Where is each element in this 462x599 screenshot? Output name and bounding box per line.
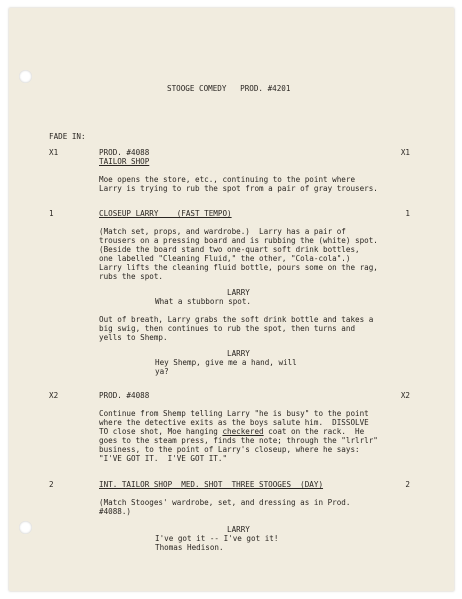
dialogue-line: ya? — [155, 367, 169, 376]
dialogue-line: Thomas Hedison. — [155, 543, 224, 552]
action-line: goes to the steam press, finds the note; through the "lrlrlr" — [99, 436, 378, 445]
character-name: LARRY — [227, 288, 250, 297]
scene-number-right: 2 — [405, 480, 410, 489]
action-line: Continue from Shemp telling Larry "he is busy" to the point — [99, 409, 369, 418]
action-line: where the detective exits as the boys salute him. DISSOLVE — [99, 418, 369, 427]
action-line: (Match set, props, and wardrobe.) Larry has a pair of — [99, 227, 346, 236]
character-name: LARRY — [227, 349, 250, 358]
action-line: big swig, then continues to rub the spot, then turns and — [99, 324, 356, 333]
action-line: rubs the spot. — [99, 272, 164, 281]
scene-heading: CLOSEUP LARRY (FAST TEMPO) — [99, 209, 232, 218]
scene-number-right: X2 — [400, 391, 410, 400]
scene-heading: PROD. #4088 — [99, 148, 150, 157]
dialogue-line: I've got it -- I've got it! — [155, 534, 279, 543]
action-text: coat on the rack. He — [263, 427, 365, 436]
scene-number-left: X1 — [49, 148, 59, 157]
scene-number-right: 1 — [405, 209, 410, 218]
action-line: trousers on a pressing board and is rubbing the (white) spot. — [99, 236, 378, 245]
script-page — [9, 8, 454, 591]
action-line: yells to Shemp. — [99, 333, 168, 342]
scene-number-left: X2 — [49, 391, 59, 400]
action-line: one labelled "Cleaning Fluid," the other, "Cola-cola".) — [99, 254, 351, 263]
action-line: Larry lifts the cleaning fluid bottle, pours some on the rag, — [99, 263, 378, 272]
scene-number-left: 2 — [49, 480, 54, 489]
character-name: LARRY — [227, 525, 250, 534]
action-line — [99, 427, 364, 436]
scene-number-right: X1 — [400, 148, 410, 157]
action-text: TO close shot, Moe hanging — [99, 427, 223, 436]
action-line: "I'VE GOT IT. I'VE GOT IT." — [99, 454, 228, 463]
page-title: STOOGE COMEDY PROD. #4201 — [167, 84, 291, 93]
binder-hole-bottom — [19, 521, 32, 534]
action-line: Out of breath, Larry grabs the soft drink bottle and takes a — [99, 315, 374, 324]
action-line: Moe opens the store, etc., continuing to the point where — [99, 175, 356, 184]
dialogue-line: What a stubborn spot. — [155, 297, 252, 306]
action-line: Larry is trying to rub the spot from a pair of gray trousers. — [99, 184, 378, 193]
action-line: #4088.) — [99, 507, 132, 516]
scene-location: TAILOR SHOP — [99, 157, 150, 166]
action-line: (Beside the board stand two one-quart soft drink bottles, — [99, 245, 360, 254]
fade-in: FADE IN: — [49, 132, 86, 141]
dialogue-line: Hey Shemp, give me a hand, will — [155, 358, 297, 367]
scene-heading: PROD. #4088 — [99, 391, 150, 400]
scene-heading: INT. TAILOR SHOP MED. SHOT THREE STOOGES (DAY) — [99, 480, 324, 489]
action-line: business, to the point of Larry's closeup, where he says: — [99, 445, 360, 454]
underlined-word: checkered — [222, 427, 264, 436]
binder-hole-top — [19, 70, 32, 83]
scene-number-left: 1 — [49, 209, 54, 218]
action-line: (Match Stooges' wardrobe, set, and dressing as in Prod. — [99, 498, 351, 507]
